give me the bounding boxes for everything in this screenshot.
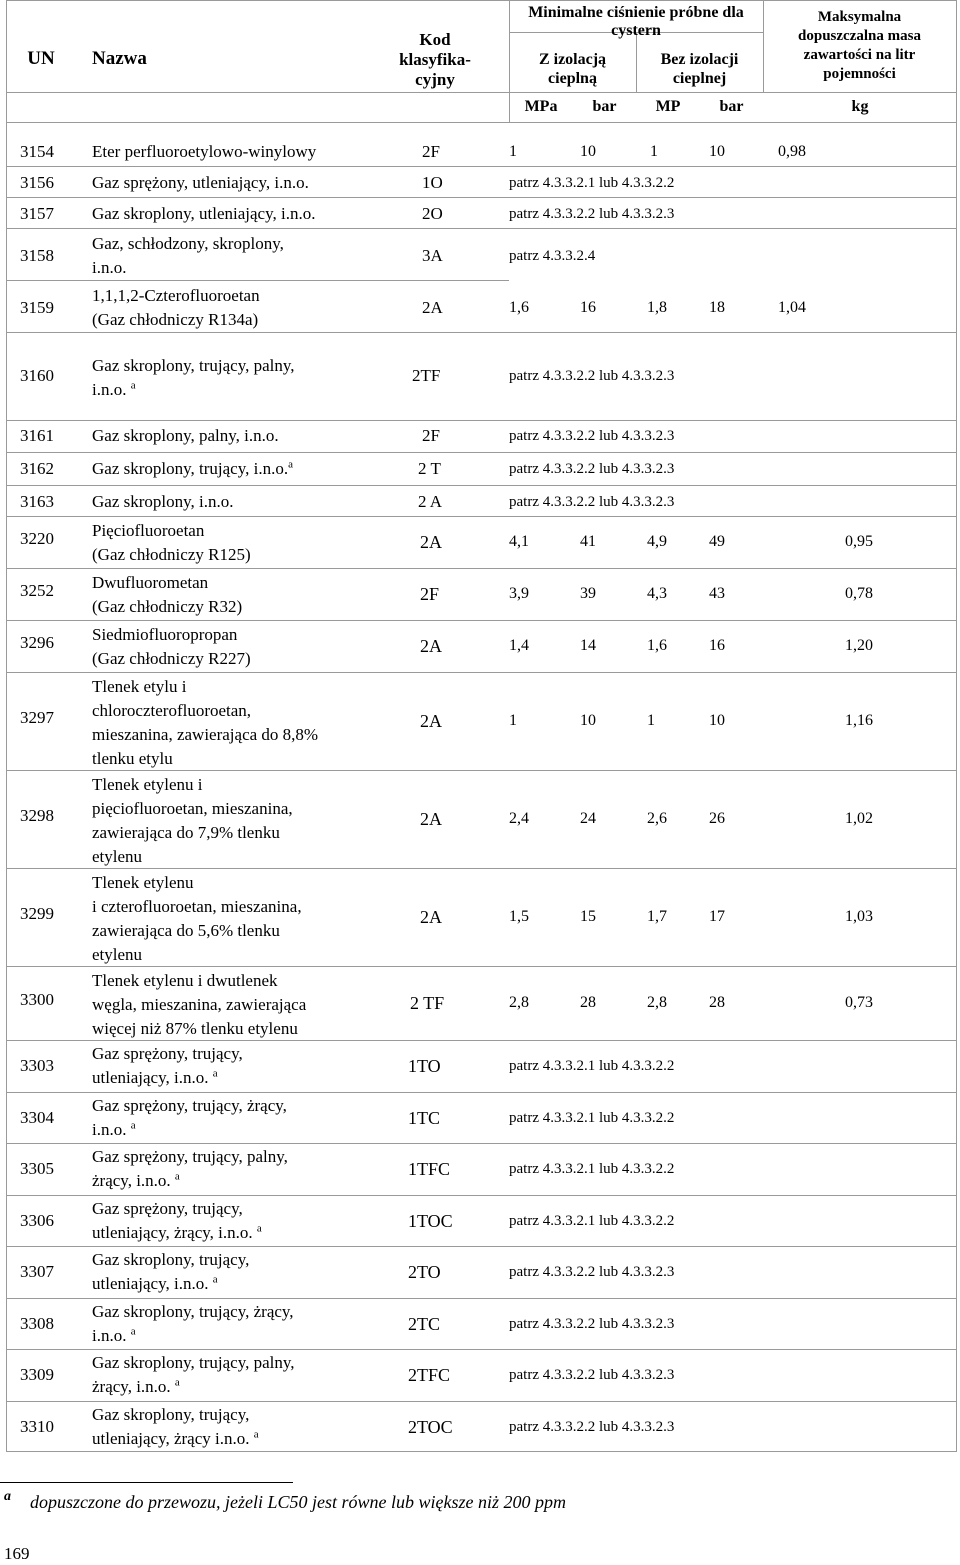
- value-bar: 41: [580, 533, 596, 550]
- value-mp: 2,6: [647, 810, 667, 827]
- classification-code: 2TFC: [408, 1365, 451, 1385]
- value-bar-2: 49: [709, 533, 725, 550]
- header-un: UN: [27, 48, 55, 69]
- value-mpa: 1,4: [509, 637, 529, 654]
- classification-code: 1TO: [408, 1056, 441, 1076]
- substance-name: Tlenek etylenu i pięciofluoroetan, mieszanina, zawierająca do 7,9% tlenku etylenu: [92, 775, 293, 866]
- un-number: 3160: [20, 366, 54, 385]
- reference: patrz 4.3.3.2.1 lub 4.3.3.2.2: [509, 1109, 675, 1126]
- reference: patrz 4.3.3.2.2 lub 4.3.3.2.3: [509, 368, 675, 384]
- substance-name: Gaz skroplony, trujący, palny, i.n.o. $^a$: [92, 356, 295, 399]
- value-kg: 1,03: [845, 908, 873, 925]
- reference: patrz 4.3.3.2.4: [509, 248, 596, 264]
- value-bar-2: 43: [709, 585, 725, 602]
- substance-name: Gaz skroplony, trujący, utleniający, żrący i.n.o. $^a$: [92, 1404, 259, 1448]
- classification-code: 1TFC: [408, 1159, 451, 1179]
- substance-name: Tlenek etylenu i dwutlenek węgla, mieszanina, zawierająca więcej niż 87% tlenku etylenu: [92, 971, 307, 1038]
- header-nazwa: Nazwa: [92, 48, 147, 69]
- substance-name: Gaz sprężony, trujący, żrący, i.n.o. $^a$: [92, 1095, 287, 1139]
- reference: patrz 4.3.3.2.2 lub 4.3.3.2.3: [509, 1418, 675, 1435]
- value-mp: 2,8: [647, 994, 667, 1011]
- un-number: 3158: [20, 246, 54, 265]
- value-bar-2: 10: [709, 143, 725, 160]
- value-bar: 10: [580, 712, 596, 729]
- un-number: 3296: [20, 633, 54, 652]
- value-bar: 10: [580, 143, 596, 160]
- value-bar: 28: [580, 994, 596, 1011]
- substance-name: Tlenek etylu i chloroczterofluoroetan, mieszanina, zawierająca do 8,8% tlenku etylu: [92, 677, 319, 768]
- value-bar: 24: [580, 810, 596, 827]
- substance-name: Gaz sprężony, trujący, palny, żrący, i.n.o. $^a$: [92, 1147, 288, 1190]
- classification-code: 2 TF: [410, 993, 445, 1013]
- classification-code: 1TC: [408, 1107, 441, 1128]
- footnote-mark: a: [174, 1376, 180, 1389]
- substance-name: Gaz sprężony, utleniający, i.n.o.: [92, 173, 309, 192]
- value-mpa: 1: [509, 143, 517, 160]
- un-number: 3163: [20, 492, 54, 511]
- footnote-text: dopuszczone do przewozu, jeżeli LC50 jest równe lub większe niż 200 ppm: [30, 1492, 566, 1512]
- reference: patrz 4.3.3.2.1 lub 4.3.3.2.2: [509, 175, 675, 191]
- un-number: 3299: [20, 904, 54, 923]
- value-mp: 4,3: [647, 585, 667, 602]
- un-number: 3220: [20, 529, 54, 548]
- substance-name: Tlenek etylenu i czterofluoroetan, mieszanina, zawierająca do 5,6% tlenku etylenu: [92, 873, 302, 964]
- reference: patrz 4.3.3.2.2 lub 4.3.3.2.3: [509, 494, 675, 510]
- value-mpa: 2,8: [509, 994, 529, 1011]
- un-number: 3310: [20, 1416, 54, 1436]
- value-bar-2: 28: [709, 994, 725, 1011]
- un-number: 3305: [20, 1159, 54, 1178]
- value-kg: 0,95: [845, 533, 873, 550]
- value-kg: 0,78: [845, 585, 873, 602]
- value-mpa: 4,1: [509, 533, 529, 550]
- classification-code: 2O: [422, 204, 443, 223]
- un-number: 3308: [20, 1313, 54, 1333]
- substance-name: Gaz skroplony, palny, i.n.o.: [92, 426, 279, 445]
- un-number: 3297: [20, 708, 54, 727]
- value-bar-2: 18: [709, 299, 725, 316]
- header-kod: Kod klasyfika- cyjny: [399, 30, 471, 89]
- footnote-mark: a: [130, 1118, 136, 1131]
- value-mpa: 2,4: [509, 810, 529, 827]
- classification-code: 2TC: [408, 1313, 441, 1334]
- unit-bar-1: bar: [592, 98, 617, 115]
- value-mpa: 1,5: [509, 908, 529, 925]
- value-bar-2: 17: [709, 908, 725, 925]
- footnote-mark: a: [256, 1221, 262, 1234]
- classification-code: 2 T: [418, 459, 441, 478]
- value-bar: 39: [580, 585, 596, 602]
- classification-code: 2F: [422, 426, 440, 445]
- page-number: 169: [4, 1544, 30, 1563]
- classification-code: 2F: [422, 142, 440, 161]
- value-bar: 15: [580, 908, 596, 925]
- value-kg: 1,04: [778, 299, 806, 316]
- classification-code: 2A: [420, 636, 442, 656]
- unit-mpa: MPa: [524, 98, 558, 115]
- un-number: 3161: [20, 426, 54, 445]
- value-kg: 0,73: [845, 994, 873, 1011]
- unit-mp: MP: [655, 98, 681, 115]
- value-bar-2: 16: [709, 637, 725, 654]
- substance-name: Gaz skroplony, utleniający, i.n.o.: [92, 204, 316, 223]
- classification-code: 2 A: [418, 492, 443, 511]
- unit-bar-2: bar: [719, 98, 744, 115]
- substance-name: 1,1,1,2-Czterofluoroetan (Gaz chłodniczy R134a): [92, 286, 260, 329]
- un-number: 3162: [20, 459, 54, 478]
- reference: patrz 4.3.3.2.2 lub 4.3.3.2.3: [509, 1367, 675, 1383]
- un-number: 3157: [20, 204, 54, 223]
- value-mp: 1,8: [647, 299, 667, 316]
- value-mp: 1: [650, 143, 658, 160]
- footnote-mark: a: [288, 458, 293, 471]
- value-mp: 1,6: [647, 637, 667, 654]
- value-kg: 1,16: [845, 712, 873, 729]
- classification-code: 2A: [422, 298, 443, 317]
- reference: patrz 4.3.3.2.2 lub 4.3.3.2.3: [509, 206, 675, 222]
- classification-code: 1TOC: [408, 1210, 453, 1231]
- value-mpa: 3,9: [509, 585, 529, 602]
- substance-name: Gaz skroplony, trujący, utleniający, i.n.o. $^a$: [92, 1250, 250, 1293]
- classification-code: 2TF: [412, 366, 441, 385]
- un-number: 3307: [20, 1262, 54, 1281]
- unit-kg: kg: [851, 98, 869, 115]
- un-number: 3304: [20, 1107, 54, 1127]
- footnote-mark: a: [253, 1427, 259, 1440]
- un-number: 3156: [20, 173, 54, 192]
- un-number: 3306: [20, 1210, 54, 1230]
- classification-code: 2A: [420, 907, 442, 927]
- value-mpa: 1: [509, 712, 517, 729]
- substance-name: Gaz sprężony, trujący, utleniający, i.n.o. $^a$: [92, 1044, 243, 1087]
- substance-name: Gaz sprężony, trujący, utleniający, żrący, i.n.o. $^a$: [92, 1198, 262, 1242]
- header-z-izolacja: Z izolacją cieplną: [538, 51, 607, 87]
- classification-code: 2A: [420, 532, 442, 552]
- footnote-mark: a: [212, 1067, 218, 1080]
- value-mp: 1: [647, 712, 655, 729]
- value-kg: 0,98: [778, 143, 806, 160]
- value-bar-2: 26: [709, 810, 725, 827]
- substance-name: Eter perfluoroetylowo-winylowy: [92, 142, 317, 161]
- reference: patrz 4.3.3.2.1 lub 4.3.3.2.2: [509, 1212, 675, 1229]
- header-bez-izolacji: Bez izolacji cieplnej: [660, 51, 739, 87]
- header-min-pressure: Minimalne ciśnienie próbne dla cystern: [528, 4, 744, 39]
- reference: patrz 4.3.3.2.1 lub 4.3.3.2.2: [509, 1058, 675, 1074]
- un-number: 3309: [20, 1365, 54, 1384]
- footnote-mark: a: [174, 1170, 180, 1183]
- classification-code: 1O: [422, 173, 443, 192]
- footnote-mark: a: [130, 379, 136, 392]
- value-kg: 1,20: [845, 637, 873, 654]
- classification-code: 2A: [420, 711, 442, 731]
- value-bar-2: 10: [709, 712, 725, 729]
- classification-code: 2F: [420, 584, 440, 604]
- value-bar: 14: [580, 637, 596, 654]
- value-mp: 1,7: [647, 908, 667, 925]
- substance-name: Gaz skroplony, trujący, i.n.o.$^a$: [92, 458, 293, 478]
- value-mpa: 1,6: [509, 299, 529, 316]
- substance-name: Gaz, schłodzony, skroplony, i.n.o.: [92, 234, 284, 277]
- un-number: 3300: [20, 990, 54, 1009]
- classification-code: 2TO: [408, 1262, 441, 1282]
- header-max-mass: Maksymalna dopuszczalna masa zawartości na litr pojemności: [798, 9, 921, 82]
- footnote-mark: a: [212, 1273, 218, 1286]
- substance-name: Pięciofluoroetan (Gaz chłodniczy R125): [92, 521, 251, 564]
- value-bar: 16: [580, 299, 596, 316]
- substance-name: Siedmiofluoropropan (Gaz chłodniczy R227): [92, 625, 251, 668]
- value-kg: 1,02: [845, 810, 873, 827]
- footnote-mark: a: [4, 1489, 11, 1504]
- un-number: 3303: [20, 1056, 54, 1075]
- substance-name: Gaz skroplony, i.n.o.: [92, 492, 234, 511]
- un-number: 3252: [20, 581, 54, 600]
- reference: patrz 4.3.3.2.2 lub 4.3.3.2.3: [509, 428, 675, 444]
- un-number: 3298: [20, 806, 54, 825]
- un-number: 3159: [20, 298, 54, 317]
- classification-code: 2A: [420, 809, 442, 829]
- substance-name: Gaz skroplony, trujący, palny, żrący, i.n.o. $^a$: [92, 1353, 295, 1396]
- reference: patrz 4.3.3.2.2 lub 4.3.3.2.3: [509, 1315, 675, 1332]
- value-mp: 4,9: [647, 533, 667, 550]
- reference: patrz 4.3.3.2.2 lub 4.3.3.2.3: [509, 461, 675, 477]
- classification-code: 2TOC: [408, 1416, 453, 1437]
- footnote-mark: a: [130, 1324, 136, 1337]
- substance-name: Dwufluorometan (Gaz chłodniczy R32): [92, 573, 243, 616]
- substance-name: Gaz skroplony, trujący, żrący, i.n.o. $^a$: [92, 1301, 294, 1345]
- reference: patrz 4.3.3.2.2 lub 4.3.3.2.3: [509, 1264, 675, 1280]
- reference: patrz 4.3.3.2.1 lub 4.3.3.2.2: [509, 1161, 675, 1177]
- un-number: 3154: [20, 142, 54, 161]
- classification-code: 3A: [422, 246, 443, 265]
